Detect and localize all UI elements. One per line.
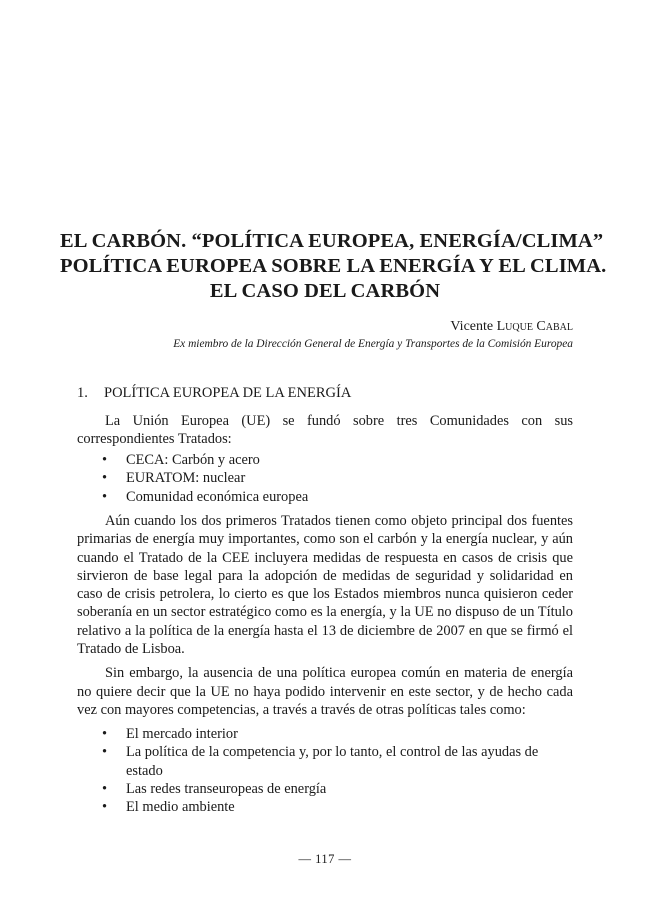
section-title: POLÍTICA EUROPEA DE LA ENERGÍA <box>104 385 352 401</box>
list-item: • Las redes transeuropeas de energía <box>102 780 327 797</box>
list-item: • El medio ambiente <box>102 799 235 816</box>
author-name <box>173 318 573 336</box>
title-line-2: POLÍTICA EUROPEA SOBRE LA ENERGÍA Y EL CLIMA. <box>60 255 607 277</box>
author-affiliation: Ex miembro de la Dirección General de Energía y Transportes de la Comisión Europea <box>173 338 573 350</box>
bullet-icon: • <box>102 780 108 797</box>
title-line-1: EL CARBÓN. “POLÍTICA EUROPEA, ENERGÍA/CLIMA” <box>60 230 604 252</box>
treaties-list <box>77 451 573 506</box>
section-number: 1. <box>77 385 88 401</box>
chapter-title <box>60 229 607 304</box>
bullet-icon: • <box>102 452 108 468</box>
list-item: • EURATOM: nuclear <box>102 470 246 487</box>
list-item: • CECA: Carbón y acero <box>102 452 260 468</box>
intro-paragraph: La Unión Europea (UE) se fundó sobre tres Comunidades con sus correspondientes Tratados: <box>77 413 573 448</box>
policies-list <box>77 725 573 816</box>
bullet-icon: • <box>102 744 108 761</box>
body-paragraph-3: Sin embargo, la ausencia de una política europea común en materia de energía no quiere decir que la UE no haya podido intervenir en este sector, y de hecho cada vez con mayores competencias, a través a través de otras políticas tales como: <box>77 665 573 718</box>
author-block <box>173 318 573 352</box>
body-paragraph-2: Aún cuando los dos primeros Tratados tienen como objeto principal dos fuentes primarias de energía muy importantes, como son el carbón y la energía nuclear, y aún cuando el Tratado de la CEE incluyera medidas de respuesta en casos de crisis que sirvieron de base legal para la adopción de medidas de seguridad y solidaridad en caso de crisis petrolera, lo cierto es que los Estados miembros nunca quisieron ceder soberanía en un sector estratégico como es la energía, y la UE no dispuso de un Título relativo a la política de la energía hasta el 13 de diciembre de 2007 en que se firmó el Tratado de Lisboa. <box>77 513 573 658</box>
page-number: — 117 — <box>298 852 352 866</box>
intro-block <box>77 412 573 449</box>
bullet-icon: • <box>102 470 108 487</box>
list-item: • El mercado interior <box>102 726 238 742</box>
author-surname: Luque Cabal <box>496 319 573 334</box>
section-heading <box>77 383 351 403</box>
title-line-3: EL CASO DEL CARBÓN <box>209 280 441 302</box>
list-item: • Comunidad económica europea <box>102 488 309 505</box>
bullet-icon: • <box>102 488 108 505</box>
body-block <box>77 512 573 719</box>
author-first-name: Vicente <box>450 319 494 334</box>
bullet-icon: • <box>102 726 108 742</box>
list-item: • La política de la competencia y, por lo tanto, el control de las ayudas de estado <box>102 744 539 779</box>
bullet-icon: • <box>102 799 108 816</box>
